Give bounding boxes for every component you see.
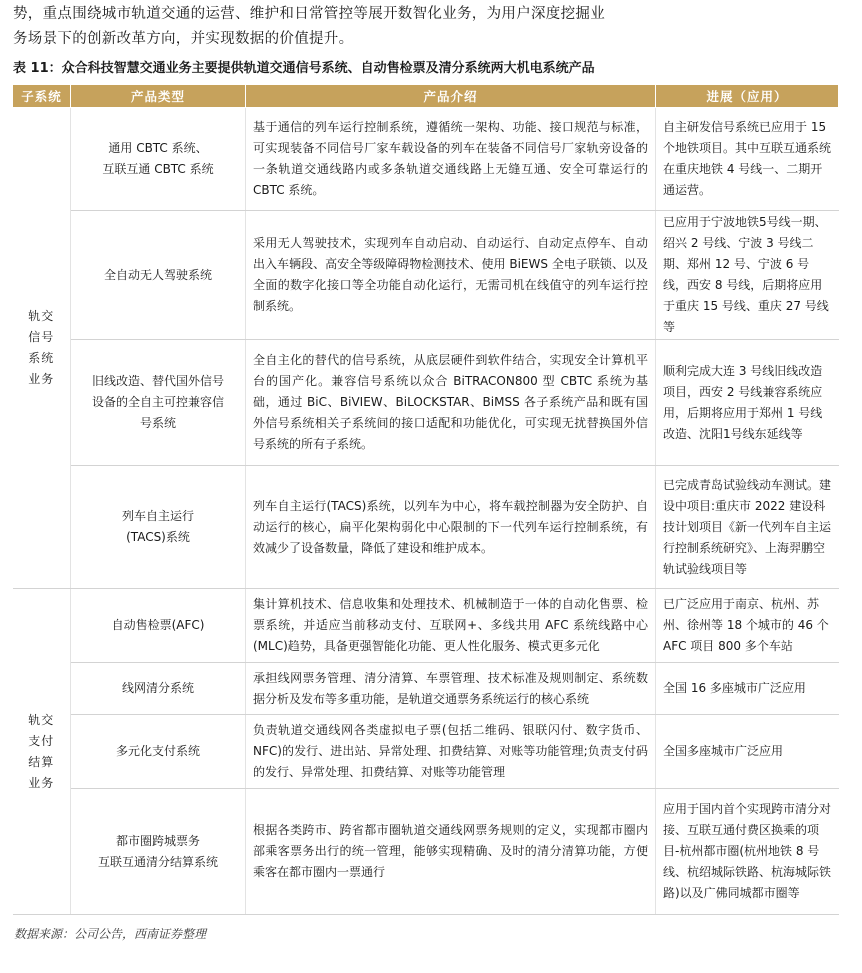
product-progress: 已完成青岛试验线动车测试。建设中项目:重庆市 2022 建设科技计划项目《新一代列车自主运行控制系统研究》、上海羿鹏空轨试验线项目等 [656, 466, 839, 589]
table-row [13, 789, 839, 915]
product-intro: 根据各类跨市、跨省都市圈轨道交通线网票务规则的定义，实现都市圈内部乘客票务出行的统一管理，能够实现精确、及时的清分清算功能，方便乘客在都市圈内一票通行 [246, 789, 656, 915]
intro-paragraph [13, 2, 853, 52]
product-type [71, 211, 246, 340]
subsystem-text: 轨交 [28, 309, 55, 323]
product-type-text: 线网清分系统 [121, 681, 194, 695]
product-type [71, 715, 246, 789]
product-progress: 应用于国内首个实现跨市清分对接、互联互通付费区换乘的项目-杭州都市圈(杭州地铁 8 号线、杭绍城际铁路、杭海城际铁路)以及广佛同城都市圈等 [656, 789, 839, 915]
product-type-text: 互联互通 CBTC 系统 [102, 162, 214, 176]
product-type [71, 589, 246, 663]
product-progress: 已广泛应用于南京、杭州、苏州、徐州等 18 个城市的 46 个 AFC 项目 800 多个车站 [656, 589, 839, 663]
subsystem-text: 支付 [28, 733, 55, 748]
product-type [71, 108, 246, 211]
subsystem-text: 业务 [28, 775, 55, 790]
product-type-text: 旧线改造、替代国外信号 [91, 374, 224, 388]
product-progress: 自主研发信号系统已应用于 15 个地铁项目。其中互联互通系统在重庆地铁 4 号线一、二期开通运营。 [656, 108, 839, 211]
subsystem-text: 结算 [28, 754, 55, 769]
product-type [71, 663, 246, 715]
header-product-intro: 产品介绍 [246, 85, 656, 108]
product-intro: 全自主化的替代的信号系统，从底层硬件到软件结合，实现安全计算机平台的国产化。兼容信号系统以众合 BiTRACON800 型 CBTC 系统为基础，通过 BiC、BiVIEW、BiLOCKSTAR、BiMSS 各子系统产品和既有国外信号系统相关子系统间的接口适配和功能优化，可实现无扰替换国外信号系统的所有子系统。 [246, 340, 656, 466]
table-caption: 表 11：众合科技智慧交通业务主要提供轨道交通信号系统、自动售检票及清分系统两大机电系统产品 [13, 61, 595, 76]
product-intro: 集计算机技术、信息收集和处理技术、机械制造于一体的自动化售票、检票系统，并适应当前移动支付、互联网+、多线共用 AFC 系统线路中心(MLC)趋势，具备更强智能化功能、更人性化服务、模式更多元化 [246, 589, 656, 663]
product-intro: 列车自主运行(TACS)系统，以列车为中心，将车载控制器为安全防护、自动运行的核心，扁平化架构弱化中心限制的下一代列车运行控制系统，有效减少了设备数量，降低了建设和维护成本。 [246, 466, 656, 589]
product-type-text: 列车自主运行 [121, 509, 194, 523]
intro-line: 势，重点围绕城市轨道交通的运营、维护和日常管控等展开数智化业务，为用户深度挖掘业 [13, 6, 605, 22]
product-intro: 承担线网票务管理、清分清算、车票管理、技术标准及规则制定、系统数据分析及发布等多重功能，是轨道交通票务系统运行的核心系统 [246, 663, 656, 715]
product-progress: 全国 16 多座城市广泛应用 [656, 663, 839, 715]
subsystem-signal [13, 108, 71, 589]
product-intro: 负责轨道交通线网各类虚拟电子票(包括二维码、银联闪付、数字货币、NFC)的发行、进出站、异常处理、扣费结算、对账等功能管理;负责支付码的发行、异常处理、扣费结算、对账等功能管理 [246, 715, 656, 789]
table-header-row [13, 85, 839, 108]
subsystem-text: 业务 [28, 372, 55, 386]
header-subsystem: 子系统 [13, 85, 71, 108]
product-type-text: 全自动无人驾驶系统 [103, 267, 212, 282]
table-row [13, 340, 839, 466]
table-row [13, 663, 839, 715]
product-type [71, 789, 246, 915]
product-type-text: 设备的全自主可控兼容信 [91, 395, 224, 409]
table-row [13, 466, 839, 589]
product-type-text: 通用 CBTC 系统、 [108, 141, 208, 155]
data-source: 数据来源：公司公告，西南证券整理 [14, 927, 207, 941]
subsystem-text: 信号 [28, 330, 55, 344]
product-progress: 已应用于宁波地铁5号线一期、绍兴 2 号线、宁波 3 号线二期、郑州 12 号、宁波 6 号线，西安 8 号线，后期将应用于重庆 15 号线、重庆 27 号线等 [656, 211, 839, 340]
product-type-text: 自动售检票(AFC) [111, 618, 205, 632]
product-type-text: 互联互通清分结算系统 [97, 854, 218, 869]
table-row [13, 108, 839, 211]
table-row [13, 715, 839, 789]
product-type-text: 多元化支付系统 [115, 744, 200, 758]
product-type-text: (TACS)系统 [126, 530, 190, 544]
table-row [13, 211, 839, 340]
product-table [12, 84, 839, 915]
product-type-text: 号系统 [139, 416, 176, 430]
product-type [71, 340, 246, 466]
subsystem-text: 轨交 [28, 712, 55, 727]
intro-line: 务场景下的创新改革方向，并实现数据的价值提升。 [13, 31, 354, 47]
product-intro: 基于通信的列车运行控制系统，遵循统一架构、功能、接口规范与标准，可实现装备不同信号厂家车载设备的列车在装备不同信号厂家轨旁设备的一条轨道交通线路内或多条轨道交通线路上无缝互通、安全可靠运行的 CBTC 系统。 [246, 108, 656, 211]
table-row [13, 589, 839, 663]
product-intro: 采用无人驾驶技术，实现列车自动启动、自动运行、自动定点停车、自动出入车辆段、高安全等级障碍物检测技术、使用 BiEWS 全电子联锁、以及全面的数字化接口等全功能自动化运行，无需司机在线值守的列车运行控制系统。 [246, 211, 656, 340]
header-product-type: 产品类型 [71, 85, 246, 108]
product-type [71, 466, 246, 589]
subsystem-text: 系统 [28, 351, 55, 365]
header-progress: 进展（应用） [656, 85, 839, 108]
product-type-text: 都市圈跨城票务 [115, 833, 200, 848]
subsystem-payment [13, 589, 71, 915]
product-progress: 顺利完成大连 3 号线旧线改造项目，西安 2 号线兼容系统应用，后期将应用于郑州 1 号线改造、沈阳1号线东延线等 [656, 340, 839, 466]
product-progress: 全国多座城市广泛应用 [656, 715, 839, 789]
